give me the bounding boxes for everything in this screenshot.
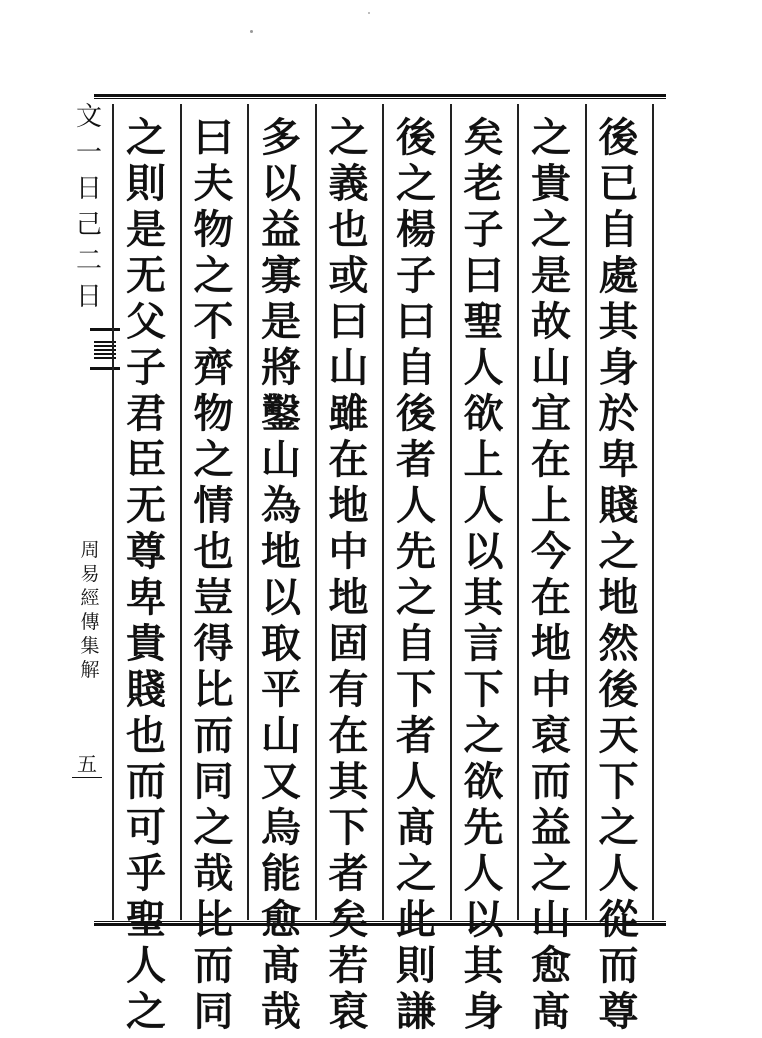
column-divider (450, 104, 452, 920)
character-glyph: 裒 (531, 712, 571, 759)
character-glyph: 子 (463, 206, 504, 253)
character-glyph: 為 (261, 482, 301, 529)
title-glyph: 解 (80, 659, 100, 681)
character-glyph: 後 (598, 666, 639, 713)
text-column (324, 114, 374, 1038)
character-glyph: 於 (598, 390, 639, 437)
margin-glyph: 二 (75, 246, 102, 276)
text-column (121, 114, 171, 1038)
character-glyph: 山 (261, 712, 301, 759)
column-divider (585, 104, 587, 920)
character-glyph: 臣 (126, 436, 166, 483)
top-border-rule (94, 94, 666, 99)
character-glyph: 在 (531, 574, 571, 621)
character-glyph: 而 (126, 758, 166, 805)
character-glyph: 其 (328, 758, 369, 805)
character-glyph: 而 (598, 942, 639, 989)
character-glyph: 卑 (598, 436, 639, 483)
text-column (526, 114, 576, 1038)
column-divider (517, 104, 519, 920)
character-glyph: 在 (531, 436, 571, 483)
character-glyph: 後 (598, 114, 639, 161)
character-glyph: 之 (463, 712, 504, 759)
character-glyph: 上 (531, 482, 571, 529)
character-glyph: 欲 (463, 758, 504, 805)
character-glyph: 寡 (261, 252, 301, 299)
character-glyph: 則 (396, 942, 436, 989)
character-glyph: 人 (396, 758, 436, 805)
character-glyph: 能 (261, 850, 301, 897)
character-glyph: 若 (328, 942, 369, 989)
character-glyph: 以 (261, 160, 301, 207)
column-divider (652, 104, 654, 920)
character-glyph: 地 (328, 574, 369, 621)
character-glyph: 之 (531, 850, 571, 897)
character-glyph: 地 (261, 528, 301, 575)
character-glyph: 自 (396, 620, 436, 667)
margin-glyph: 一 (75, 138, 102, 168)
character-glyph: 而 (193, 942, 234, 989)
character-glyph: 人 (126, 942, 166, 989)
character-glyph: 者 (396, 712, 436, 759)
character-glyph: 人 (463, 344, 504, 391)
title-glyph: 經 (80, 587, 100, 609)
character-glyph: 比 (193, 666, 234, 713)
character-glyph: 人 (396, 482, 436, 529)
character-glyph: 已 (598, 160, 639, 207)
paper-speck (250, 30, 253, 33)
title-glyph: 易 (80, 563, 100, 585)
character-glyph: 得 (193, 620, 234, 667)
character-glyph: 不 (193, 298, 234, 345)
character-glyph: 自 (598, 206, 639, 253)
text-column (594, 114, 644, 1038)
character-glyph: 其 (463, 574, 504, 621)
character-glyph: 卑 (126, 574, 166, 621)
character-glyph: 哉 (193, 850, 234, 897)
character-glyph: 之 (396, 160, 436, 207)
character-glyph: 自 (396, 344, 436, 391)
character-glyph: 中 (328, 528, 369, 575)
character-glyph: 人 (598, 850, 639, 897)
character-glyph: 後 (396, 390, 436, 437)
character-glyph: 山 (531, 896, 571, 943)
character-glyph: 也 (193, 528, 234, 575)
column-divider (382, 104, 384, 920)
character-glyph: 子 (126, 344, 166, 391)
character-glyph: 平 (261, 666, 301, 713)
character-glyph: 之 (193, 252, 234, 299)
character-glyph: 无 (126, 252, 166, 299)
page-margin (70, 100, 108, 920)
character-glyph: 又 (261, 758, 301, 805)
character-glyph: 是 (531, 252, 571, 299)
character-glyph: 下 (463, 666, 504, 713)
character-glyph: 楊 (396, 206, 436, 253)
character-glyph: 以 (261, 574, 301, 621)
character-glyph: 之 (598, 528, 639, 575)
character-glyph: 多 (261, 114, 301, 161)
character-glyph: 山 (531, 344, 571, 391)
margin-glyph: 日 (75, 174, 102, 204)
column-divider (315, 104, 317, 920)
character-glyph: 在 (328, 436, 369, 483)
character-glyph: 之 (328, 114, 369, 161)
character-glyph: 尊 (126, 528, 166, 575)
character-glyph: 則 (126, 160, 166, 207)
text-column (459, 114, 509, 1038)
character-glyph: 父 (126, 298, 166, 345)
character-glyph: 雖 (328, 390, 369, 437)
character-glyph: 地 (328, 482, 369, 529)
character-glyph: 謙 (396, 988, 436, 1035)
margin-glyph: 己 (75, 210, 102, 240)
character-glyph: 是 (261, 298, 301, 345)
character-glyph: 者 (396, 436, 436, 483)
character-glyph: 之 (531, 206, 571, 253)
character-glyph: 天 (598, 712, 639, 759)
character-glyph: 可 (126, 804, 166, 851)
character-glyph: 宜 (531, 390, 571, 437)
character-glyph: 之 (396, 574, 436, 621)
margin-top-text (70, 100, 108, 316)
character-glyph: 之 (126, 114, 166, 161)
margin-glyph: 文 (75, 102, 102, 132)
character-glyph: 鑿 (261, 390, 301, 437)
margin-glyph: 日 (75, 282, 102, 312)
character-glyph: 中 (531, 666, 571, 713)
character-glyph: 然 (598, 620, 639, 667)
character-glyph: 人 (463, 850, 504, 897)
character-glyph: 之 (531, 114, 571, 161)
character-glyph: 下 (598, 758, 639, 805)
character-glyph: 也 (126, 712, 166, 759)
character-glyph: 以 (463, 528, 504, 575)
text-column (256, 114, 306, 1038)
character-glyph: 從 (598, 896, 639, 943)
title-glyph: 周 (80, 539, 100, 561)
character-glyph: 而 (531, 758, 571, 805)
character-glyph: 下 (328, 804, 369, 851)
margin-book-title (78, 538, 102, 682)
character-glyph: 義 (328, 160, 369, 207)
character-glyph: 取 (261, 620, 301, 667)
character-glyph: 今 (531, 528, 571, 575)
character-glyph: 曰 (463, 252, 504, 299)
column-divider (247, 104, 249, 920)
character-glyph: 子 (396, 252, 436, 299)
character-glyph: 是 (126, 206, 166, 253)
character-glyph: 身 (598, 344, 639, 391)
character-glyph: 先 (463, 804, 504, 851)
paper-speck (368, 12, 370, 14)
character-glyph: 後 (396, 114, 436, 161)
column-divider (112, 104, 114, 920)
character-glyph: 矣 (463, 114, 504, 161)
character-glyph: 貴 (531, 160, 571, 207)
character-glyph: 物 (193, 390, 234, 437)
character-glyph: 益 (531, 804, 571, 851)
character-glyph: 曰 (328, 298, 369, 345)
character-glyph: 或 (328, 252, 369, 299)
character-glyph: 烏 (261, 804, 301, 851)
character-glyph: 豈 (193, 574, 234, 621)
character-glyph: 其 (463, 942, 504, 989)
text-column (391, 114, 441, 1038)
character-glyph: 髙 (396, 804, 436, 851)
character-glyph: 山 (261, 436, 301, 483)
character-glyph: 裒 (328, 988, 369, 1035)
character-glyph: 地 (598, 574, 639, 621)
character-glyph: 身 (463, 988, 504, 1035)
character-glyph: 下 (396, 666, 436, 713)
character-glyph: 髙 (261, 942, 301, 989)
character-glyph: 之 (193, 436, 234, 483)
character-glyph: 其 (598, 298, 639, 345)
character-glyph: 以 (463, 896, 504, 943)
character-glyph: 物 (193, 206, 234, 253)
character-glyph: 哉 (261, 988, 301, 1035)
character-glyph: 此 (396, 896, 436, 943)
character-glyph: 固 (328, 620, 369, 667)
character-glyph: 賤 (126, 666, 166, 713)
character-glyph: 也 (328, 206, 369, 253)
character-glyph: 有 (328, 666, 369, 713)
title-glyph: 傳 (80, 611, 100, 633)
character-glyph: 將 (261, 344, 301, 391)
character-glyph: 益 (261, 206, 301, 253)
character-glyph: 曰 (193, 114, 234, 161)
character-glyph: 先 (396, 528, 436, 575)
character-glyph: 之 (126, 988, 166, 1035)
character-glyph: 比 (193, 896, 234, 943)
character-glyph: 齊 (193, 344, 234, 391)
title-glyph: 集 (80, 635, 100, 657)
character-glyph: 貴 (126, 620, 166, 667)
character-glyph: 賤 (598, 482, 639, 529)
character-glyph: 髙 (531, 988, 571, 1035)
character-glyph: 而 (193, 712, 234, 759)
character-glyph: 欲 (463, 390, 504, 437)
character-glyph: 者 (328, 850, 369, 897)
character-glyph: 之 (396, 850, 436, 897)
fishtail-ornament (90, 328, 120, 370)
bottom-border-rule (94, 921, 666, 926)
character-glyph: 之 (193, 804, 234, 851)
character-glyph: 老 (463, 160, 504, 207)
character-glyph: 山 (328, 344, 369, 391)
character-glyph: 人 (463, 482, 504, 529)
character-glyph: 在 (328, 712, 369, 759)
column-divider (180, 104, 182, 920)
character-glyph: 夫 (193, 160, 234, 207)
character-glyph: 情 (193, 482, 234, 529)
character-glyph: 愈 (531, 942, 571, 989)
character-glyph: 矣 (328, 896, 369, 943)
character-glyph: 同 (193, 758, 234, 805)
character-glyph: 地 (531, 620, 571, 667)
character-glyph: 聖 (126, 896, 166, 943)
page-number: 五 (72, 748, 102, 778)
character-glyph: 君 (126, 390, 166, 437)
character-glyph: 言 (463, 620, 504, 667)
character-glyph: 上 (463, 436, 504, 483)
character-glyph: 聖 (463, 298, 504, 345)
character-glyph: 愈 (261, 896, 301, 943)
character-glyph: 處 (598, 252, 639, 299)
character-glyph: 无 (126, 482, 166, 529)
character-glyph: 乎 (126, 850, 166, 897)
text-column (189, 114, 239, 1038)
character-glyph: 同 (193, 988, 234, 1035)
character-glyph: 尊 (598, 988, 639, 1035)
character-glyph: 曰 (396, 298, 436, 345)
character-glyph: 之 (598, 804, 639, 851)
character-glyph: 故 (531, 298, 571, 345)
